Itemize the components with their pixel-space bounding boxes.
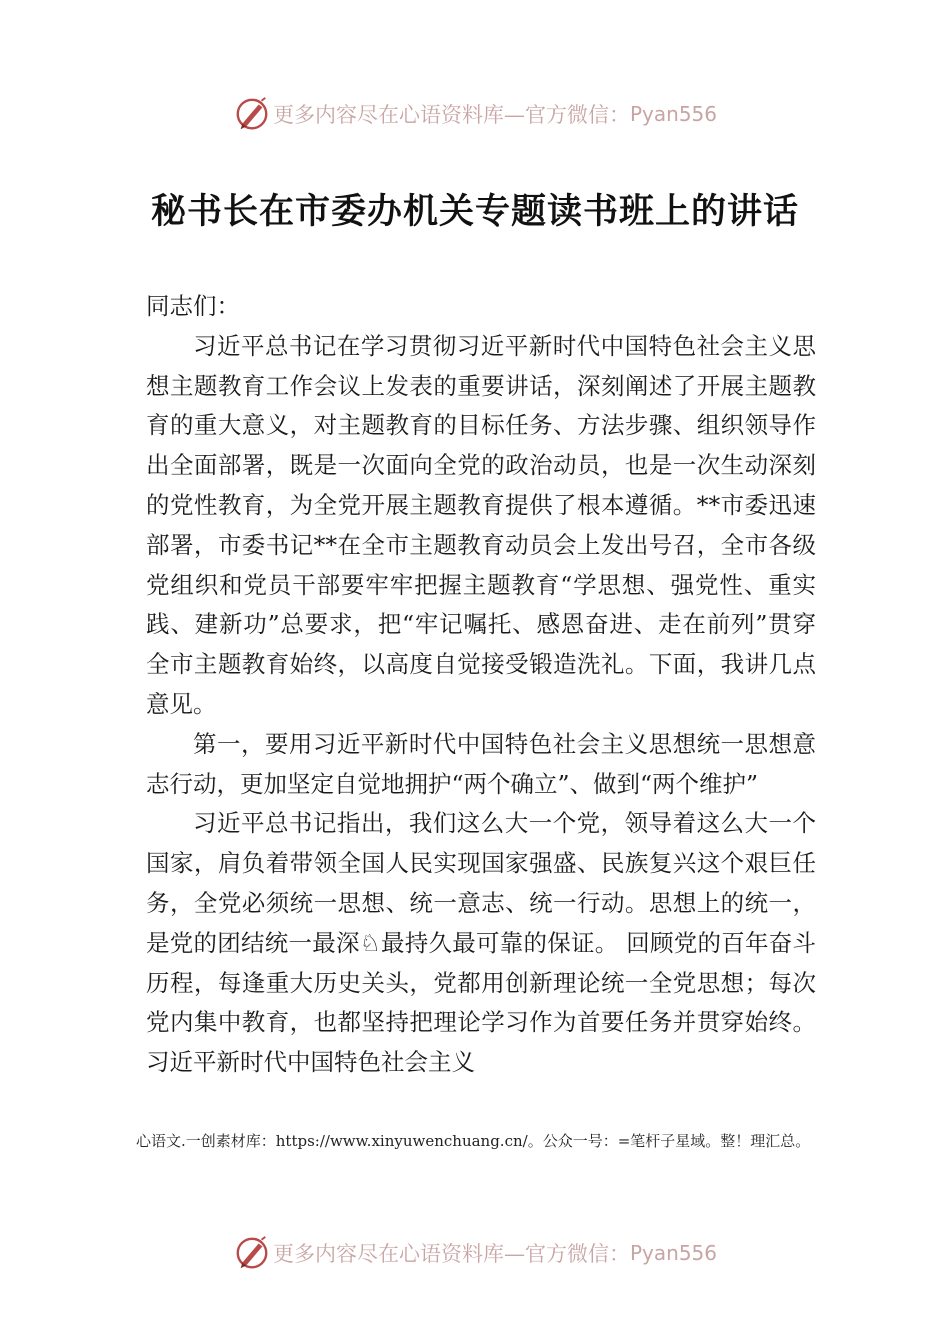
footer-banner-wechat-id: Pyan556 — [629, 1241, 717, 1265]
pen-logo-icon — [233, 1234, 271, 1272]
paragraph-1: 习近平总书记在学习贯彻习近平新时代中国特色社会主义思想主题教育工作会议上发表的重要讲话，深刻阐述了开展主题教育的重大意义，对主题教育的目标任务、方法步骤、组织领导作出全面部署，既是一次面向全党的政治动员，也是一次生动深刻的党性教育，为全党开展主题教育提供了根本遵循。**市委迅速部署，市委书记**在全市主题教育动员会上发出号召，全市各级党组织和党员干部要牢牢把握主题教育“学思想、强党性、重实践、建新功”总要求，把“牢记嘱托、感恩奋进、走在前列”贯穿全市主题教育始终，以高度自觉接受锻造洗礼。下面，我讲几点意见。 — [146, 331, 816, 718]
document-title: 秘书长在市委办机关专题读书班上的讲话 — [150, 191, 799, 232]
footer-banner — [0, 1233, 950, 1273]
greeting: 同志们： — [146, 292, 240, 320]
footer-note: 心语文.一创素材库：https://www.xinyuwenchuang.cn/。公众一号：=笔杆子星域。整！理汇总。 — [136, 1132, 811, 1150]
header-banner — [0, 94, 950, 134]
document-body — [146, 287, 816, 1083]
section-heading-1: 第一，要用习近平新时代中国特色社会主义思想统一思想意志行动，更加坚定自觉地拥护“两个确立”、做到“两个维护” — [146, 729, 816, 798]
paragraph-2: 习近平总书记指出，我们这么大一个党，领导着这么大一个国家，肩负着带领全国人民实现国家强盛、民族复兴这个艰巨任务，全党必须统一思想、统一意志、统一行动。思想上的统一，是党的团结统一最深♘最持久最可靠的保证。 回顾党的百年奋斗历程，每逢重大历史关头，党都用创新理论统一全党思想；每次党内集中教育，也都坚持把理论学习作为首要任务并贯穿始终。习近平新时代中国特色社会主义 — [146, 809, 816, 1077]
header-banner-text: 更多内容尽在心语资料库—官方微信： — [272, 103, 630, 127]
pen-logo-icon — [233, 95, 271, 133]
footer-banner-text: 更多内容尽在心语资料库—官方微信： — [272, 1242, 630, 1266]
header-banner-wechat-id: Pyan556 — [629, 102, 717, 126]
